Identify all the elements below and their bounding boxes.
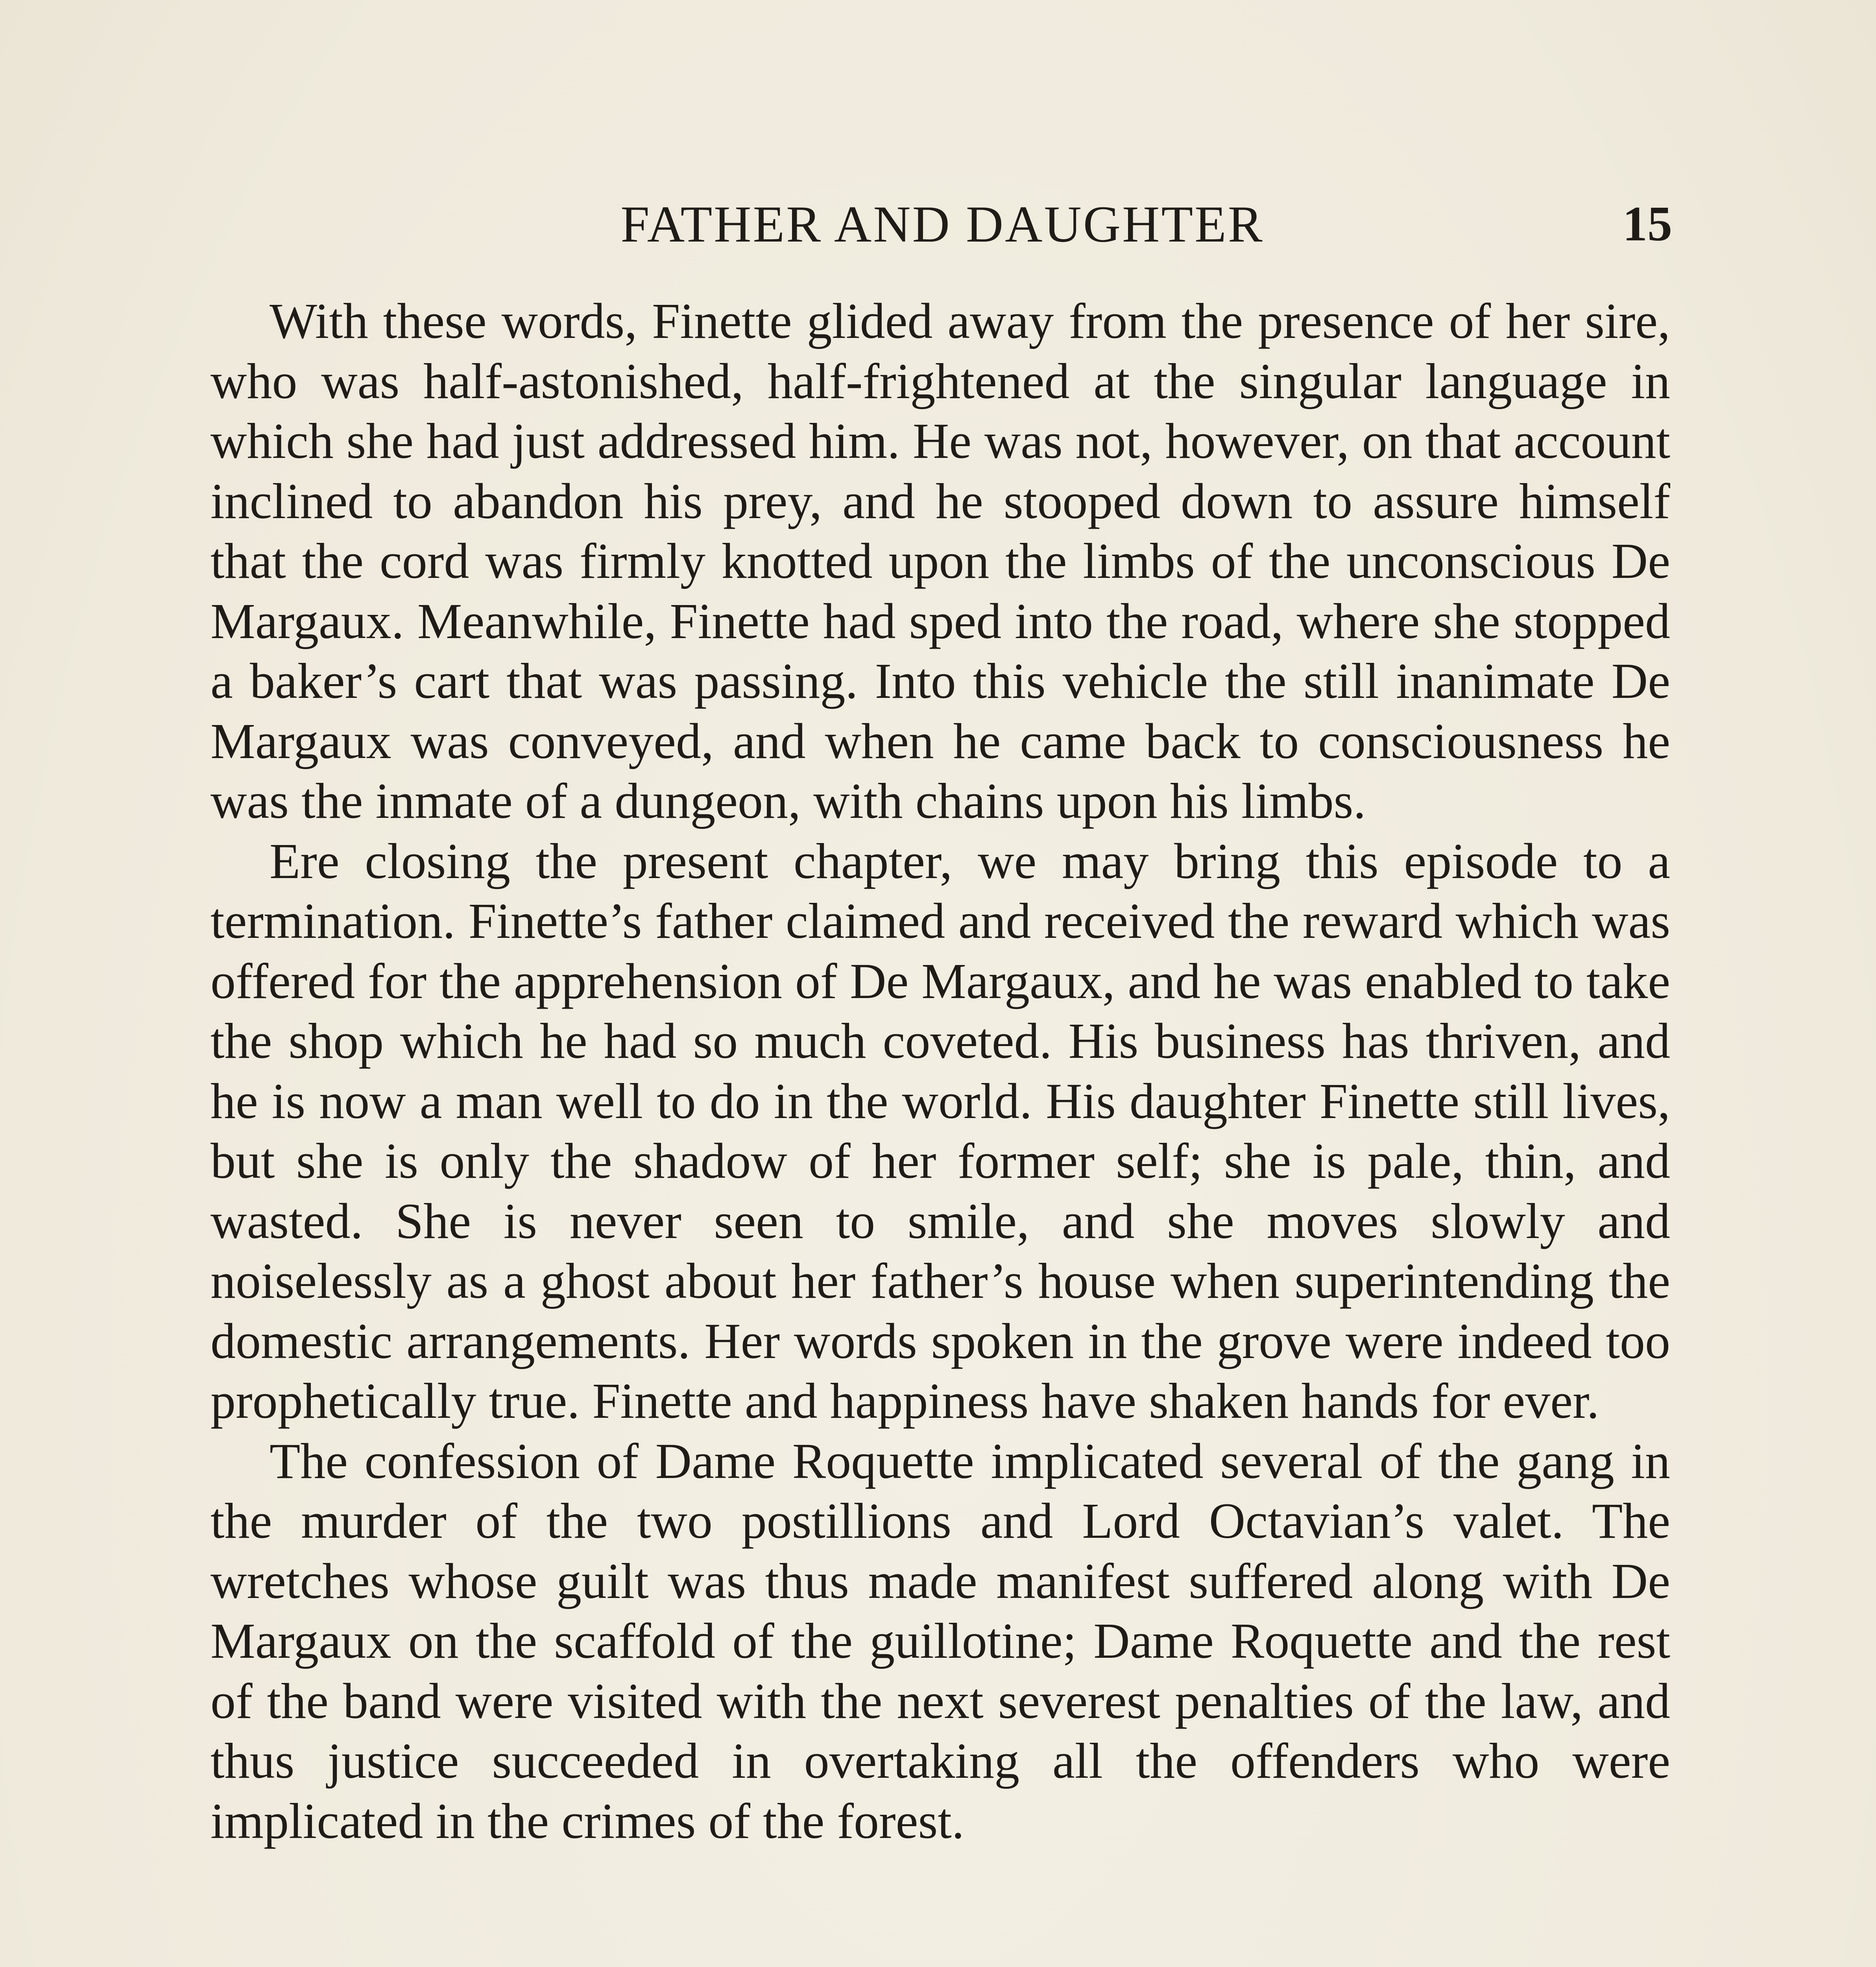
running-title: FATHER AND DAUGHTER <box>620 195 1264 253</box>
paragraph: Ere closing the present chapter, we may bring this episode to a termination. Finette’s father claimed and received the reward which was offered for the apprehension of De Margaux, and he was enabled to take the shop which he had so much coveted. His business has thriven, and he is now a man well to do in the world. His daughter Finette still lives, but she is only the shadow of her former self; she is pale, thin, and wasted. She is never seen to smile, and she moves slowly and noiselessly as a ghost about her father’s house when superintending the domestic arrangements. Her words spoken in the grove were indeed too prophetically true. Finette and happiness have shaken hands for ever. <box>210 833 1670 1429</box>
running-head <box>212 189 1672 260</box>
paragraph: With these words, Finette glided away from the presence of her sire, who was half-astonished, half-frightened at the singular language in which she had just addressed him. He was not, however, on that account inclined to abandon his prey, and he stooped down to assure himself that the cord was firmly knotted upon the limbs of the unconscious De Margaux. Meanwhile, Finette had sped into the road, where she stopped a baker’s cart that was passing. Into this vehicle the still inanimate De Margaux was conveyed, and when he came back to consciousness he was the inmate of a dungeon, with chains upon his limbs. <box>210 293 1670 829</box>
body-text <box>210 291 1670 1851</box>
page-number: 15 <box>1623 197 1672 251</box>
paragraph: The confession of Dame Roquette implicated several of the gang in the murder of the two postillions and Lord Octavian’s valet. The wretches whose guilt was thus made manifest suffered along with De Margaux on the scaffold of the guillotine; Dame Roquette and the rest of the band were visited with the next severest penalties of the law, and thus justice succeeded in overtaking all the offenders who were implicated in the crimes of the forest. <box>210 1433 1670 1849</box>
